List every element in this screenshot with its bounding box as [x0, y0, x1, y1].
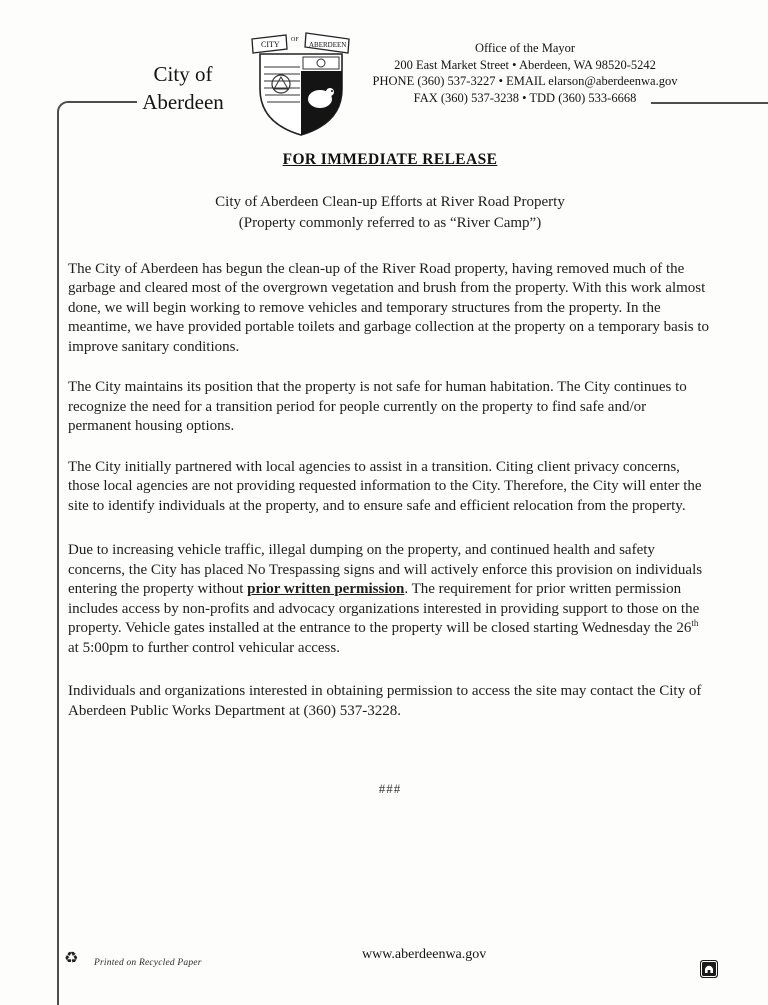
org-name [133, 60, 233, 116]
org-name-line2: Aberdeen [142, 90, 224, 114]
ordinal-superscript: th [691, 618, 699, 628]
office-title: Office of the Mayor [474, 41, 576, 55]
seal-banner-city: CITY [261, 40, 280, 49]
release-heading: FOR IMMEDIATE RELEASE [282, 151, 498, 168]
release-title-line1: City of Aberdeen Clean-up Efforts at River Road Property [215, 193, 565, 210]
seal-banner-of: OF [291, 37, 299, 43]
paragraph-trespassing-text-3: at 5:00pm to further control vehicular access. [68, 639, 340, 656]
paragraph-trespassing-text-2: . The requirement for prior written permission includes access by non-profits and advocacy organizations interested in providing support to those on the property. Vehicle gates installed at the entrance to the property will be closed starting Wednesday the 26 [68, 581, 700, 636]
paragraph-contact: Individuals and organizations interested in obtaining permission to access the site may contact the City of Aberdeen Public Works Department at (360) 537-3228. [68, 683, 702, 719]
office-phone-email: PHONE (360) 537-3227 • EMAIL elarson@aberdeenwa.gov [372, 74, 678, 88]
release-title [68, 192, 712, 234]
paragraph-habitation: The City maintains its position that the property is not safe for human habitation. The City continues to recognize the need for a transition period for people currently on the property to find safe and/or permanent housing options. [68, 379, 687, 434]
office-contact-block [372, 40, 678, 106]
letter-body [68, 150, 712, 799]
end-mark: ### [378, 781, 402, 796]
office-address: 200 East Market Street • Aberdeen, WA 98520-5242 [394, 57, 656, 72]
org-name-line1: City of [153, 62, 213, 86]
paragraph-trespassing-text-1: Due to increasing vehicle traffic, illegal dumping on the property, and continued health and safety concerns, the City has placed No Trespassing signs and will actively enforce this provision on individuals entering the property without [68, 542, 703, 597]
footer-website: www.aberdeenwa.gov [362, 947, 487, 962]
paragraph-agencies: The City initially partnered with local agencies to assist in a transition. Citing client privacy concerns, those local agencies are not providing requested information to the City. Therefore, the City will enter the site to identify individuals at the property, and to ensure safe and efficient relocation from the property. [68, 458, 702, 514]
paragraph-trespassing [68, 541, 712, 658]
release-title-line2: (Property commonly referred to as “River Camp”) [238, 214, 542, 231]
office-fax-tdd: FAX (360) 537-3238 • TDD (360) 533-6668 [413, 90, 637, 105]
paragraph-cleanup: The City of Aberdeen has begun the clean-up of the River Road property, having removed much of the garbage and cleared most of the overgrown vegetation and brush from the property. With this work almost done, we will begin working to remove vehicles and temporary structures from the property. In the meantime, we have provided portable toilets and garbage collection at the property on a temporary basis to improve sanitary conditions. [68, 260, 710, 355]
seal-banner-aberdeen: ABERDEEN [309, 41, 347, 49]
recycled-paper-note: Printed on Recycled Paper [94, 958, 202, 968]
recycle-icon: ♻ [64, 948, 79, 967]
footer-badge [700, 960, 718, 978]
city-seal-icon [248, 27, 354, 139]
house-icon [700, 960, 718, 978]
emphasized-prior-written-permission: prior written permission [247, 581, 405, 597]
